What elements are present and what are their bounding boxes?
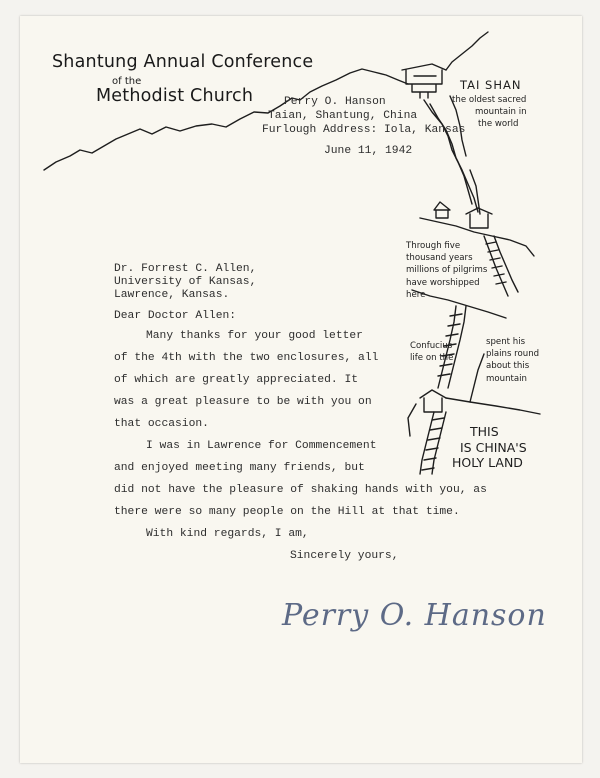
body-line: did not have the pleasure of shaking hands with you, as bbox=[114, 484, 487, 496]
note-pilgrims bbox=[406, 240, 516, 301]
letterhead-of-the: of the bbox=[112, 76, 142, 87]
body-line: that occasion. bbox=[114, 418, 209, 430]
body-line: I was in Lawrence for Commencement bbox=[146, 440, 377, 452]
body-line: was a great pleasure to be with you on bbox=[114, 396, 372, 408]
sender-furlough-address: Furlough Address: Iola, Kansas bbox=[262, 124, 466, 136]
body-line: of the 4th with the two enclosures, all bbox=[114, 352, 379, 364]
letterhead-church: Methodist Church bbox=[96, 86, 254, 106]
closing: Sincerely yours, bbox=[290, 550, 399, 562]
recipient-line: Lawrence, Kansas. bbox=[114, 289, 230, 301]
note-pilgrims-line: here bbox=[406, 289, 426, 300]
note-taishan bbox=[452, 94, 562, 131]
letter-date: June 11, 1942 bbox=[324, 145, 413, 157]
sender-address: Taian, Shantung, China bbox=[268, 110, 418, 122]
recipient-line: University of Kansas, bbox=[114, 276, 257, 288]
body-line: and enjoyed meeting many friends, but bbox=[114, 462, 365, 474]
middle-shelter bbox=[434, 202, 450, 218]
summit-temple bbox=[402, 64, 446, 98]
note-spent bbox=[486, 336, 556, 385]
stairway-base bbox=[420, 412, 434, 474]
note-pilgrims-line: thousand years bbox=[406, 253, 473, 264]
note-confucius-line: Confucius bbox=[410, 341, 453, 351]
lower-shelter bbox=[420, 390, 446, 412]
body-line: With kind regards, I am, bbox=[146, 528, 309, 540]
note-pilgrims-line: millions of pilgrims bbox=[406, 265, 488, 276]
note-taishan-line: the oldest sacred bbox=[452, 95, 527, 105]
note-holy-land-line: IS CHINA'S bbox=[460, 439, 527, 455]
note-pilgrims-line: have worshipped bbox=[406, 277, 480, 288]
note-spent-line: about this bbox=[486, 361, 530, 372]
note-holy-land-line: THIS bbox=[470, 424, 499, 439]
note-spent-line: mountain bbox=[486, 373, 527, 384]
body-line: there were so many people on the Hill at that time. bbox=[114, 506, 460, 518]
body-line: Many thanks for your good letter bbox=[146, 330, 363, 342]
sender-name: Perry O. Hanson bbox=[284, 96, 386, 108]
salutation: Dear Doctor Allen: bbox=[114, 310, 237, 322]
body-line: of which are greatly appreciated. It bbox=[114, 374, 359, 386]
signature: Perry O. Hanson bbox=[282, 598, 547, 633]
note-taishan-line: mountain in bbox=[475, 107, 527, 118]
note-holy-land bbox=[452, 424, 527, 471]
note-confucius-line: life on the bbox=[410, 353, 454, 364]
note-taishan-line: the world bbox=[478, 119, 519, 130]
note-pilgrims-line: Through five bbox=[406, 241, 461, 251]
note-confucius bbox=[410, 340, 480, 364]
note-spent-line: plains round bbox=[486, 349, 540, 360]
note-taishan-title: TAI SHAN bbox=[460, 78, 522, 92]
note-spent-line: spent his bbox=[486, 337, 526, 347]
letterhead-title: Shantung Annual Conference bbox=[52, 52, 314, 72]
recipient-line: Dr. Forrest C. Allen, bbox=[114, 263, 257, 275]
note-holy-land-line: HOLY LAND bbox=[452, 455, 523, 471]
